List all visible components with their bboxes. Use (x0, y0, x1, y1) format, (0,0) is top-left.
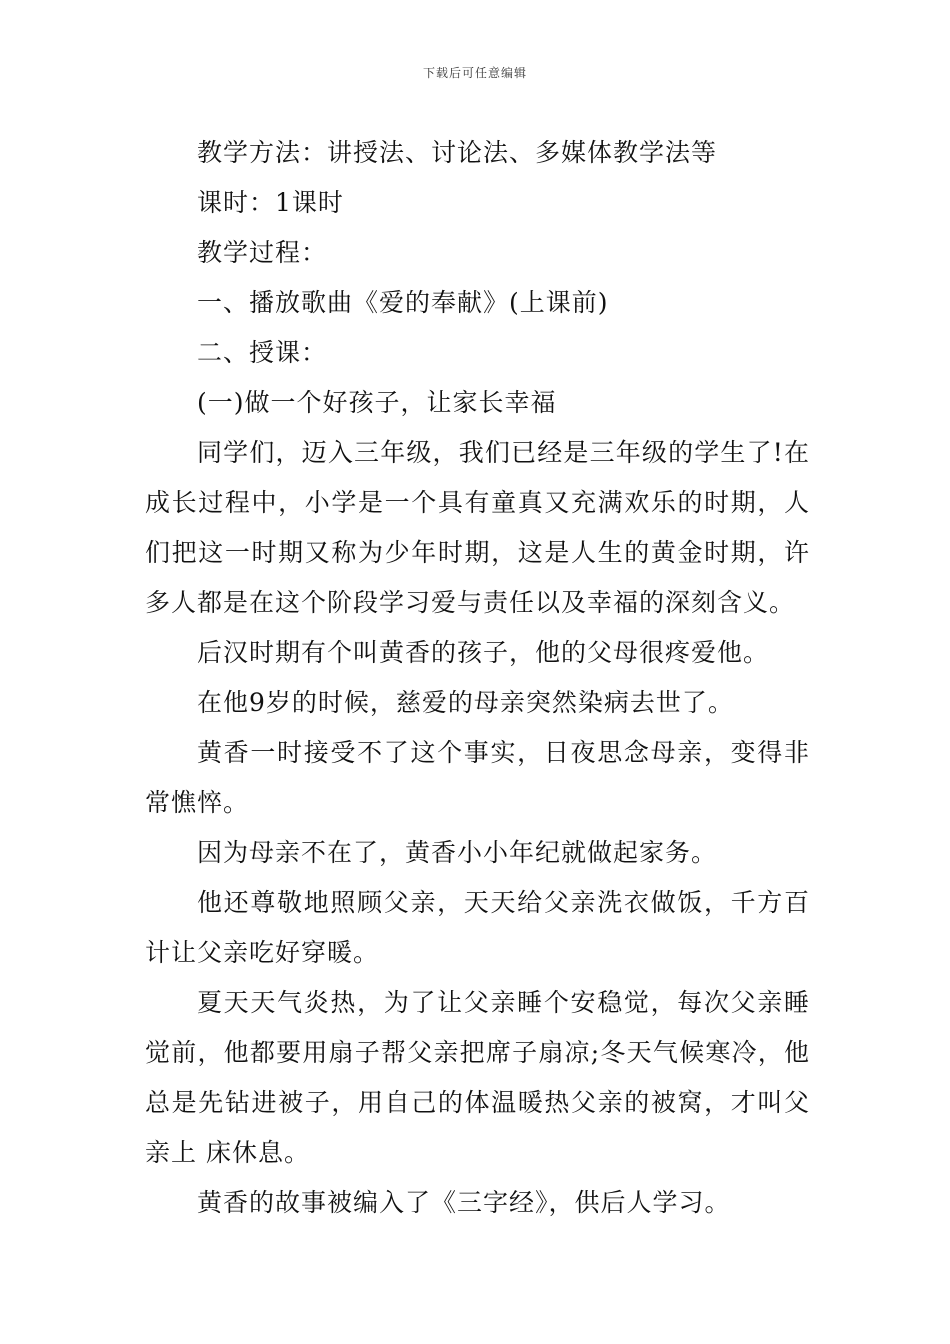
paragraph-teaching-methods: 教学方法：讲授法、讨论法、多媒体教学法等 (197, 138, 718, 167)
document-body (145, 128, 810, 1228)
header-note: 下载后可任意编辑 (422, 66, 527, 80)
paragraph-mother-died: 在他9岁的时候，慈爱的母亲突然染病去世了。 (197, 688, 734, 717)
paragraph-care-father: 他还尊敬地照顾父亲，天天给父亲洗衣做饭，千方百计让父亲吃好穿暖。 (145, 888, 810, 967)
paragraph-section-two: 二、授课： (197, 338, 328, 367)
paragraph-teaching-process: 教学过程： (197, 238, 328, 267)
paragraph-huangxiang-intro: 后汉时期有个叫黄香的孩子，他的父母很疼爱他。 (197, 638, 770, 667)
paragraph-seasons: 夏天天气炎热，为了让父亲睡个安稳觉，每次父亲睡觉前，他都要用扇子帮父亲把席子扇凉;冬天气候寒冷，他总是先钻进被子，用自己的体温暖热父亲的被窝，才叫父亲上 床休息。 (145, 988, 810, 1167)
paragraph-subsection-one: (一)做一个好孩子，让家长幸福 (197, 388, 557, 417)
paragraph-housework: 因为母亲不在了，黄香小小年纪就做起家务。 (197, 838, 718, 867)
paragraph-three-character-classic: 黄香的故事被编入了《三字经》，供后人学习。 (197, 1188, 731, 1217)
paragraph-class-hours: 课时：1课时 (197, 188, 344, 217)
paragraph-section-one: 一、播放歌曲《爱的奉献》(上课前) (197, 288, 609, 317)
paragraph-grief: 黄香一时接受不了这个事实，日夜思念母亲，变得非常憔悴。 (145, 738, 810, 817)
paragraph-intro: 同学们，迈入三年级，我们已经是三年级的学生了!在成长过程中，小学是一个具有童真又充满欢乐的时期，人们把这一时期又称为少年时期，这是人生的黄金时期，许多人都是在这个阶段学习爱与责任以及幸福的深刻含义。 (145, 438, 810, 617)
